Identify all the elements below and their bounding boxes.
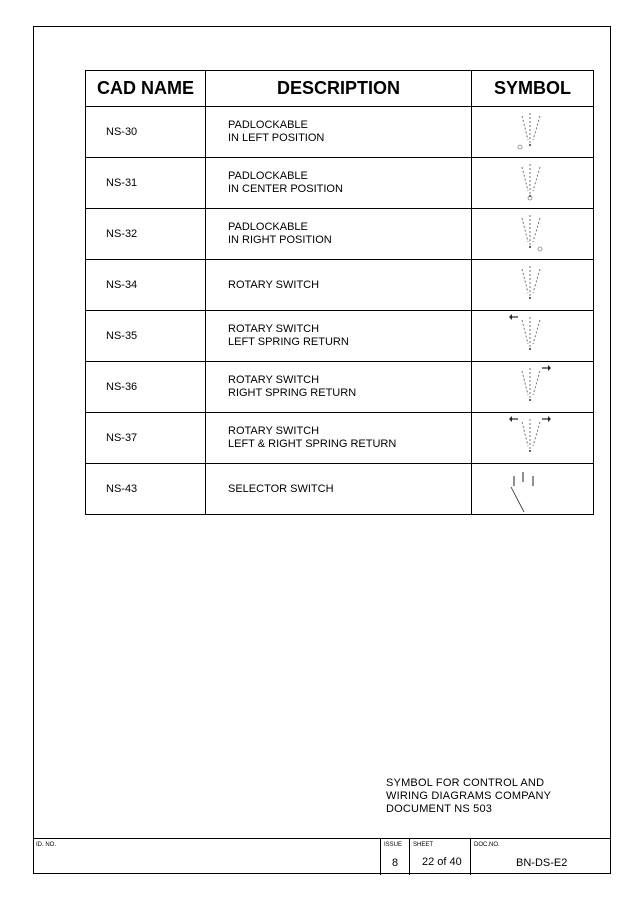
selector-switch-icon: [472, 464, 592, 514]
description-line: ROTARY SWITCH: [228, 425, 320, 437]
symbol-cell: [472, 464, 594, 515]
spring-flag-head: [509, 416, 512, 422]
description-cell: [206, 260, 472, 311]
description-line: ROTARY SWITCH: [228, 278, 320, 291]
cad-name-cell: NS-32: [86, 209, 206, 260]
sheet-cell: [409, 839, 470, 875]
description-line: LEFT SPRING RETURN: [228, 336, 349, 348]
description-cell: [206, 107, 472, 158]
padlock-mark: [518, 145, 522, 149]
description-cell: [206, 362, 472, 413]
title-block: [33, 838, 611, 875]
sheet-value: 22 of 40: [422, 856, 462, 868]
table-row: [86, 107, 594, 158]
description-line: RIGHT SPRING RETURN: [228, 387, 357, 399]
table-row: [86, 311, 594, 362]
left-contact-line: [522, 269, 528, 293]
table-row: [86, 413, 594, 464]
right-contact-line: [533, 269, 540, 293]
cad-name-cell: NS-43: [86, 464, 206, 515]
right-contact-line: [533, 422, 540, 446]
cad-name-cell: NS-30: [86, 107, 206, 158]
doc-no-cell: [470, 839, 611, 875]
rotary-switch-icon: [472, 260, 592, 310]
description-line: SELECTOR SWITCH: [228, 482, 334, 495]
right-contact-line: [533, 320, 540, 344]
header-description: DESCRIPTION: [206, 71, 472, 107]
description-cell: [206, 209, 472, 260]
description-line: IN LEFT POSITION: [228, 132, 325, 144]
issue-cell: [380, 839, 409, 875]
left-contact-line: [522, 218, 528, 242]
left-contact-line: [522, 167, 528, 191]
symbol-cell: [472, 158, 594, 209]
issue-label: ISSUE: [384, 842, 403, 848]
description-line: PADLOCKABLE: [228, 170, 308, 182]
padlockable-left-rotary-switch-icon: [472, 107, 592, 157]
table-row: [86, 464, 594, 515]
left-right-spring-return-switch-icon: [472, 413, 592, 463]
symbol-cell: [472, 209, 594, 260]
table-header-row: [86, 71, 594, 107]
doc-no-value: BN-DS-E2: [516, 857, 568, 869]
right-contact-line: [533, 167, 540, 191]
symbol-cell: [472, 107, 594, 158]
padlockable-center-rotary-switch-icon: [472, 158, 592, 208]
pivot-dot: [529, 348, 531, 350]
description-cell: [206, 413, 472, 464]
padlock-mark: [538, 247, 542, 251]
sheet-label: SHEET: [413, 842, 434, 848]
issue-value: 8: [392, 857, 399, 869]
pivot-dot: [529, 297, 531, 299]
right-spring-return-switch-icon: [472, 362, 592, 412]
symbol-cell: [472, 311, 594, 362]
left-contact-line: [522, 320, 528, 344]
right-contact-line: [533, 218, 540, 242]
table-row: [86, 260, 594, 311]
left-contact-line: [522, 371, 528, 395]
cad-name-cell: NS-37: [86, 413, 206, 464]
cad-name-cell: NS-31: [86, 158, 206, 209]
description-line: LEFT & RIGHT SPRING RETURN: [228, 438, 397, 450]
padlockable-right-rotary-switch-icon: [472, 209, 592, 259]
pivot-dot: [529, 399, 531, 401]
caption-line: SYMBOL FOR CONTROL AND: [386, 777, 545, 789]
description-line: PADLOCKABLE: [228, 221, 308, 233]
symbol-table: [85, 70, 594, 515]
pivot-dot: [529, 144, 531, 146]
right-contact-line: [533, 116, 540, 140]
pivot-dot: [529, 246, 531, 248]
description-line: IN CENTER POSITION: [228, 183, 343, 195]
table-row: [86, 362, 594, 413]
pivot-dot: [529, 450, 531, 452]
header-cad-name: CAD NAME: [86, 71, 206, 107]
spring-flag-head: [548, 416, 551, 422]
right-contact-line: [533, 371, 540, 395]
description-line: PADLOCKABLE: [228, 119, 308, 131]
cad-name-cell: NS-36: [86, 362, 206, 413]
description-line: IN RIGHT POSITION: [228, 234, 332, 246]
cad-name-cell: NS-35: [86, 311, 206, 362]
table-row: [86, 209, 594, 260]
caption-line: DOCUMENT NS 503: [386, 803, 493, 815]
cad-name-cell: NS-34: [86, 260, 206, 311]
spring-flag-head: [509, 314, 512, 320]
description-cell: [206, 311, 472, 362]
document-caption: [386, 777, 551, 816]
symbol-cell: [472, 413, 594, 464]
symbol-cell: [472, 362, 594, 413]
id-no-cell: [33, 839, 380, 875]
symbol-cell: [472, 260, 594, 311]
left-contact-line: [522, 422, 528, 446]
spring-flag-head: [548, 365, 551, 371]
header-symbol: SYMBOL: [472, 71, 594, 107]
description-cell: [206, 158, 472, 209]
caption-line: WIRING DIAGRAMS COMPANY: [386, 790, 552, 802]
doc-no-label: DOC.NO.: [474, 842, 500, 848]
description-line: ROTARY SWITCH: [228, 374, 320, 386]
table-row: [86, 158, 594, 209]
selector-arm: [511, 487, 524, 512]
description-line: ROTARY SWITCH: [228, 323, 320, 335]
left-spring-return-switch-icon: [472, 311, 592, 361]
description-cell: [206, 464, 472, 515]
left-contact-line: [522, 116, 528, 140]
id-no-label: ID. NO.: [36, 842, 57, 848]
